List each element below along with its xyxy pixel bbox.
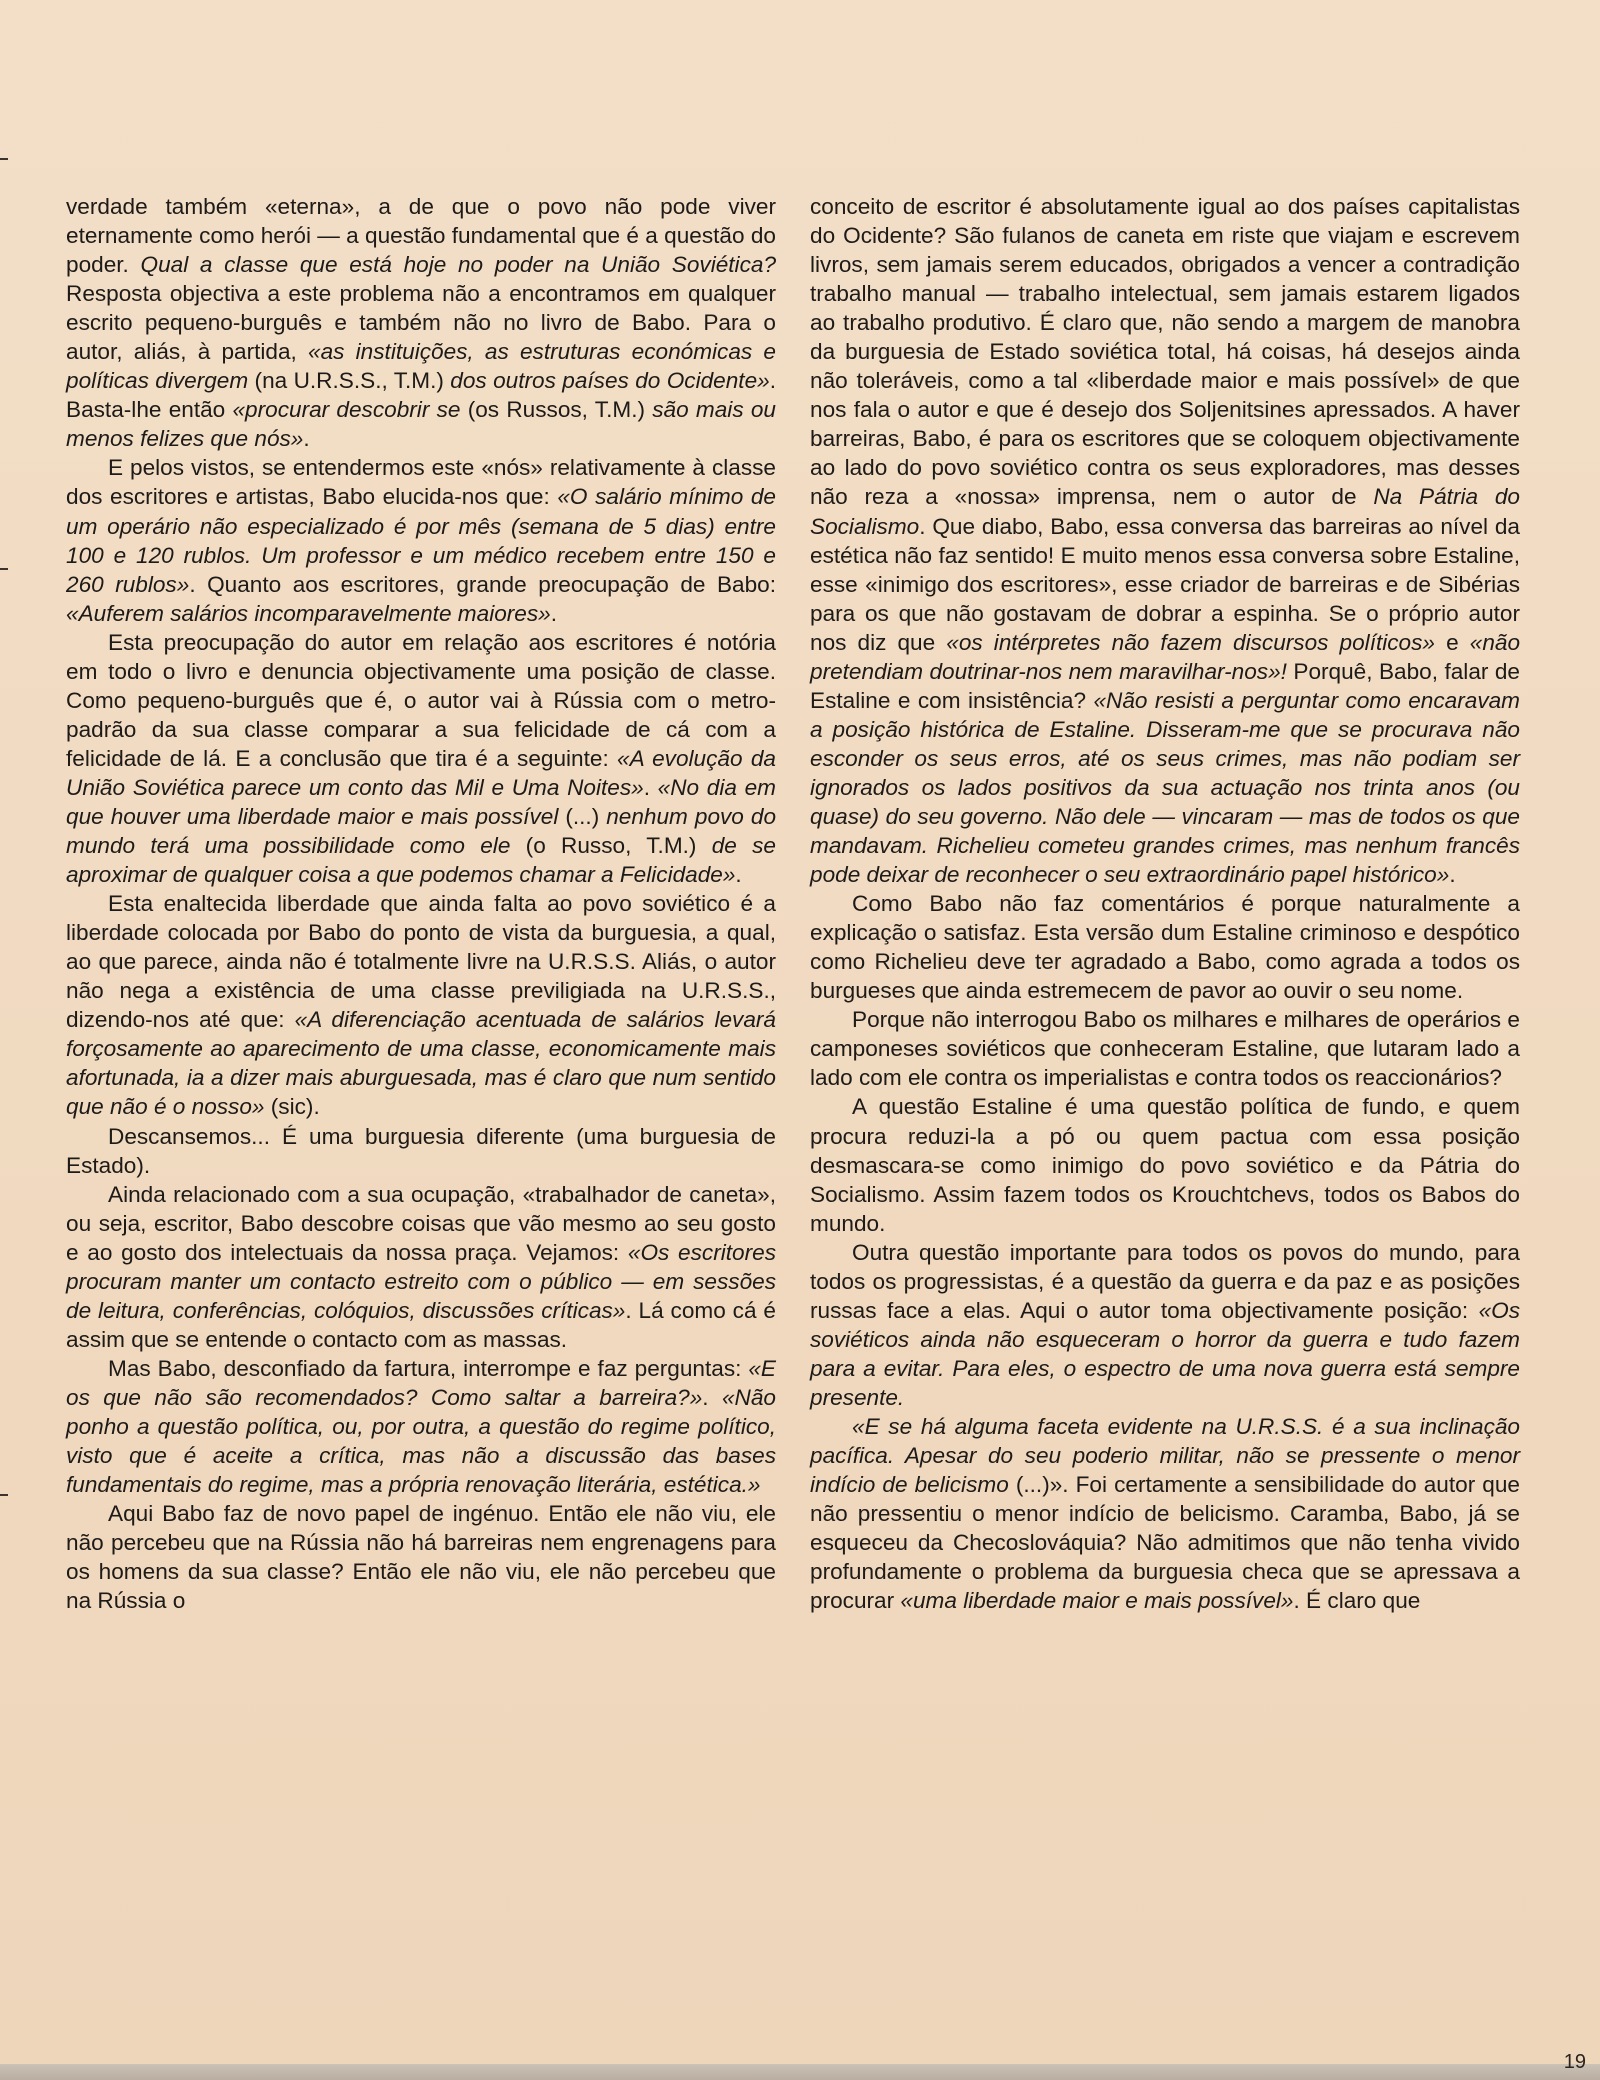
edge-mark [0, 1494, 8, 1496]
paragraph: Outra questão importante para todos os povos do mundo, para todos os progressistas, é a questão da guerra e da paz e as posições russas face a elas. Aqui o autor toma objectivamente posição: «Os soviéticos ainda não esqueceram o horror da guerra e tudo fazem para a evitar. Para eles, o espectro de uma nova guerra está sempre presente. [810, 1239, 1520, 1410]
page-bottom-edge [0, 2064, 1600, 2080]
edge-mark [0, 568, 8, 570]
right-column [810, 192, 1520, 1615]
paragraph: Como Babo não faz comentários é porque naturalmente a explicação o satisfaz. Esta versão dum Estaline criminoso e despótico como Richelieu deve ter agradado a Babo, como agrada a todos os burgueses que ainda estremecem de pavor ao ouvir o seu nome. [810, 891, 1520, 1004]
left-column [66, 192, 776, 1615]
paragraph: conceito de escritor é absolutamente igual ao dos países capitalistas do Ocidente? São fulanos de caneta em riste que viajam e escrevem livros, sem jamais serem educados, obrigados a vencer a contradição trabalho manual — trabalho intelectual, sem jamais estarem ligados ao trabalho produtivo. É claro que, não sendo a margem de manobra da burguesia de Estado soviética total, há coisas, há desejos ainda não toleráveis, como a tal «liberdade maior e mais possível» de que nos fala o autor e que é desejo dos Soljenitsines apressados. A haver barreiras, Babo, é para os escritores que se coloquem objectivamente ao lado do povo soviético contra os seus exploradores, mas desses não reza a «nossa» imprensa, nem o autor de Na Pátria do Socialismo. Que diabo, Babo, essa conversa das barreiras ao nível da estética não faz sentido! E muito menos essa conversa sobre Estaline, esse «inimigo dos escritores», esse criador de barreiras e de Sibérias para os que não gostavam de dobrar a espinha. Se o próprio autor nos diz que «os intérpretes não fazem discursos políticos» e «não pretendiam doutrinar-nos nem maravilhar-nos»! Porquê, Babo, falar de Estaline e com insistência? «Não resisti a perguntar como encaravam a posição histórica de Estaline. Disseram-me que se procurava não esconder os seus erros, até os seus crimes, mas não podiam ser ignorados os lados positivos da sua actuação nos trinta anos (ou quase) do seu governo. Não dele — vincaram — mas de todos os que mandavam. Richelieu cometeu grandes crimes, mas nenhum francês pode deixar de reconhecer o seu extraordinário papel histórico». [810, 194, 1521, 888]
paragraph: verdade também «eterna», a de que o povo não pode viver eternamente como herói — a questão fundamental que é a questão do poder. Qual a classe que está hoje no poder na União Soviética? Resposta objectiva a este problema não a encontramos em qualquer escrito pequeno-burguês e também não no livro de Babo. Para o autor, aliás, à partida, «as instituições, as estruturas económicas e políticas divergem (na U.R.S.S., T.M.) dos outros países do Ocidente». Basta-lhe então «procurar descobrir se (os Russos, T.M.) são mais ou menos felizes que nós». [66, 194, 777, 452]
edge-mark [0, 158, 8, 160]
paragraph: «E se há alguma faceta evidente na U.R.S.S. é a sua inclinação pacífica. Apesar do seu poderio militar, não se pressente o menor indício de belicismo (...)». Foi certamente a sensibilidade do autor que não pressentiu o menor indício de belicismo. Caramba, Babo, já se esqueceu da Checoslováquia? Não admitimos que não tenha vivido profundamente o problema da burguesia checa que se apressava a procurar «uma liberdade maior e mais possível». É claro que [810, 1413, 1521, 1614]
paragraph: Mas Babo, desconfiado da fartura, interrompe e faz perguntas: «E os que não são recomendados? Como saltar a barreira?». «Não ponho a questão política, ou, por outra, a questão do regime político, visto que é aceite a crítica, mas não a discussão das bases fundamentais do regime, mas a própria renovação literária, estética.» [66, 1355, 776, 1498]
paragraph: Ainda relacionado com a sua ocupação, «trabalhador de caneta», ou seja, escritor, Babo descobre coisas que vão mesmo ao seu gosto e ao gosto dos intelectuais da nossa praça. Vejamos: «Os escritores procuram manter um contacto estreito com o público — em sessões de leitura, conferências, colóquios, discussões críticas». Lá como cá é assim que se entende o contacto com as massas. [66, 1181, 776, 1352]
paragraph: E pelos vistos, se entendermos este «nós» relativamente à classe dos escritores e artistas, Babo elucida-nos que: «O salário mínimo de um operário não especializado é por mês (semana de 5 dias) entre 100 e 120 rublos. Um professor e um médico recebem entre 150 e 260 rublos». Quanto aos escritores, grande preocupação de Babo: «Auferem salários incomparavelmente maiores». [66, 455, 777, 626]
paragraph: Porque não interrogou Babo os milhares e milhares de operários e camponeses soviéticos que conheceram Estaline, que lutaram lado a lado com ele contra os imperialistas e contra todos os reaccionários? [810, 1007, 1520, 1091]
paragraph: Esta preocupação do autor em relação aos escritores é notória em todo o livro e denuncia objectivamente uma posição de classe. Como pequeno-burguês que é, o autor vai à Rússia com o metro-padrão da sua classe comparar a sua felicidade de cá com a felicidade de lá. E a conclusão que tira é a seguinte: «A evolução da União Soviética parece um conto das Mil e Uma Noites». «No dia em que houver uma liberdade maior e mais possível (...) nenhum povo do mundo terá uma possibilidade como ele (o Russo, T.M.) de se aproximar de qualquer coisa a que podemos chamar a Felicidade». [66, 629, 777, 888]
paragraph: Aqui Babo faz de novo papel de ingénuo. Então ele não viu, ele não percebeu que na Rússia não há barreiras nem engrenagens para os homens da sua classe? Então ele não viu, ele não percebeu que na Rússia o [66, 1501, 776, 1614]
paragraph: A questão Estaline é uma questão política de fundo, e quem procura reduzi-la a pó ou quem pactua com essa posição desmascara-se como inimigo do povo soviético e da Pátria do Socialismo. Assim fazem todos os Krouchtchevs, todos os Babos do mundo. [810, 1094, 1520, 1236]
paragraph: Descansemos... É uma burguesia diferente (uma burguesia de Estado). [66, 1123, 776, 1178]
page-number: 19 [1563, 2051, 1586, 2073]
paragraph: Esta enaltecida liberdade que ainda falta ao povo soviético é a liberdade colocada por Babo do ponto de vista da burguesia, a qual, ao que parece, ainda não é totalmente livre na U.R.S.S. Aliás, o autor não nega a existência de uma classe previligiada na U.R.S.S., dizendo-nos até que: «A diferenciação acentuada de salários levará forçosamente ao aparecimento de uma classe, economicamente mais afortunada, ia a dizer mais aburguesada, mas é claro que num sentido que não é o nosso» (sic). [66, 891, 776, 1120]
